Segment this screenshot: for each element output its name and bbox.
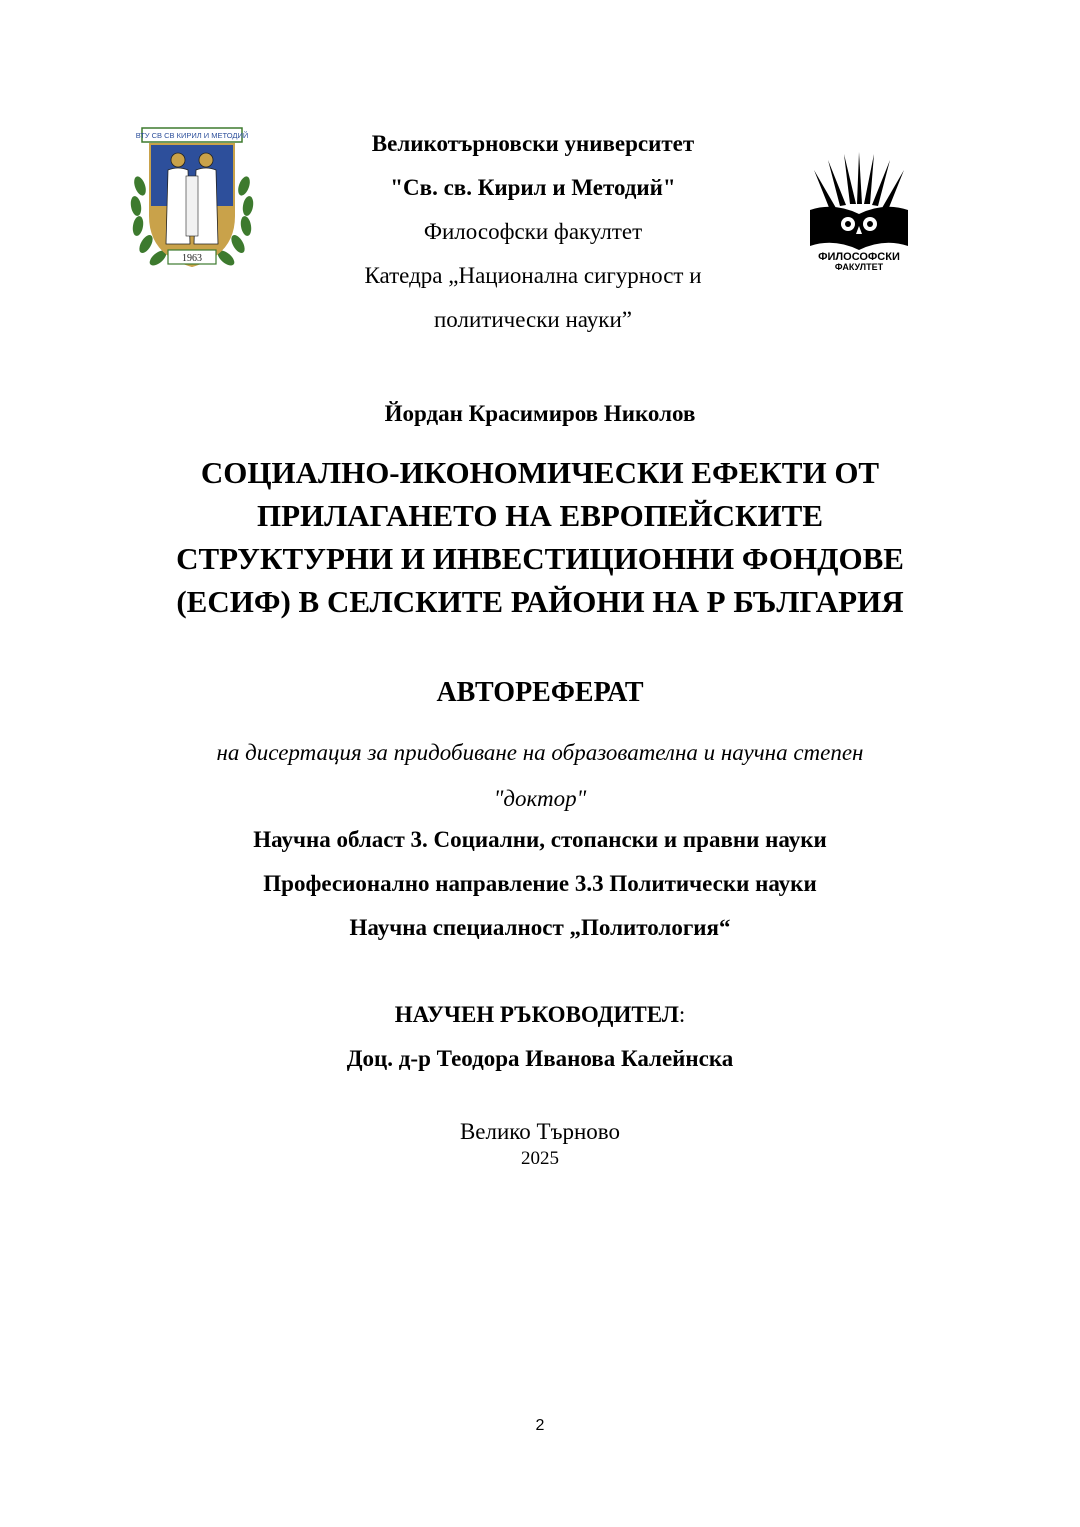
university-seal-logo bbox=[128, 126, 256, 276]
field-line: Професионално направление 3.3 Политически науки bbox=[263, 871, 817, 896]
seal-banner-text: ВТУ СВ СВ КИРИЛ И МЕТОДИЙ bbox=[135, 131, 249, 140]
supervisor-heading bbox=[0, 998, 1080, 1032]
supervisor-heading-text: НАУЧЕН РЪКОВОДИТЕЛ bbox=[394, 1002, 679, 1027]
department-line-1: Катедра „Национална сигурност и bbox=[364, 263, 702, 288]
faculty-logo-text-1: ФИЛОСОФСКИ bbox=[818, 251, 900, 263]
purpose-line-2: "доктор" bbox=[493, 786, 587, 811]
title-line: СТРУКТУРНИ И ИНВЕСТИЦИОННИ ФОНДОВЕ bbox=[176, 541, 904, 576]
field-line: Научна специалност „Политология“ bbox=[349, 915, 731, 940]
author-name: Йордан Красимиров Николов bbox=[384, 401, 696, 426]
field-line: Научна област 3. Социални, стопански и правни науки bbox=[253, 827, 827, 852]
scientific-fields bbox=[0, 818, 1080, 950]
title-line: (ЕСИФ) В СЕЛСКИТЕ РАЙОНИ НА Р БЪЛГАРИЯ bbox=[176, 584, 904, 619]
institution-header bbox=[300, 122, 766, 342]
faculty-line: Философски факултет bbox=[423, 219, 643, 244]
faculty-logo-text-2: ФАКУЛТЕТ bbox=[834, 262, 884, 272]
page-number: 2 bbox=[535, 1417, 545, 1434]
document-type: АВТОРЕФЕРАТ bbox=[436, 677, 644, 708]
title-line: СОЦИАЛНО-ИКОНОМИЧЕСКИ ЕФЕКТИ ОТ bbox=[200, 455, 880, 490]
dissertation-title bbox=[0, 451, 1080, 623]
purpose-line-1: на дисертация за придобиване на образователна и научна степен bbox=[216, 740, 864, 765]
city: Велико Търново bbox=[459, 1119, 621, 1144]
university-line: Великотърновски университет bbox=[371, 131, 695, 156]
seal-year-text: 1963 bbox=[182, 253, 202, 264]
supervisor-name: Доц. д-р Теодора Иванова Калейнска bbox=[346, 1046, 734, 1071]
department-line-2: политически науки” bbox=[434, 307, 632, 332]
purpose-statement bbox=[0, 730, 1080, 822]
faculty-logo bbox=[806, 150, 912, 272]
year: 2025 bbox=[521, 1148, 559, 1169]
supervisor-heading-colon: : bbox=[678, 1002, 686, 1027]
title-line: ПРИЛАГАНЕТО НА ЕВРОПЕЙСКИТЕ bbox=[256, 498, 823, 533]
university-name-line: "Св. св. Кирил и Методий" bbox=[390, 175, 676, 200]
